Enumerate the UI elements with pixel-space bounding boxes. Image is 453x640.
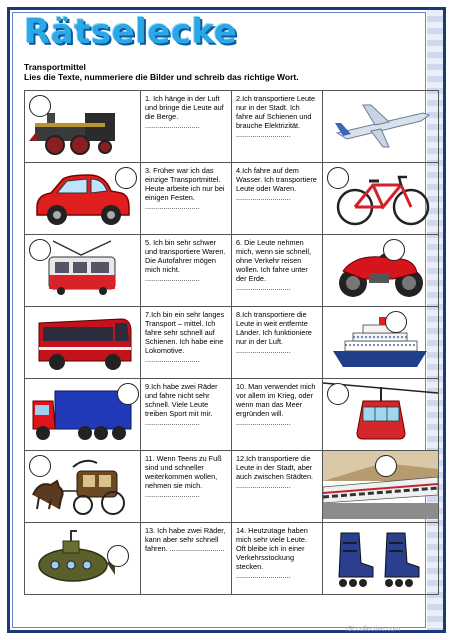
grid-row	[25, 163, 439, 235]
number-circle[interactable]	[107, 545, 129, 567]
bus-icon	[25, 307, 140, 375]
puzzle-grid	[24, 90, 439, 595]
number-circle[interactable]	[29, 455, 51, 477]
riddle-text-cell: 12.Ich transportiere die Leute in der Stadt, aber auch zwischen Städten. ...........................	[232, 451, 323, 523]
number-circle[interactable]	[383, 239, 405, 261]
riddle-text-cell: 11. Wenn Teens zu Fuß sind und schneller weiterkommen wollen, nehmen sie mich. ...........................	[141, 451, 232, 523]
riddle-text-cell: 10. Man verwendet mich vor allem im Krieg, oder wenn man das Meer ergründen will. ...........................	[232, 379, 323, 451]
riddle-text-cell: 13. Ich habe zwei Räder, kann aber sehr schnell fahren. ...........................	[141, 523, 232, 595]
picture-cell	[25, 523, 141, 595]
inline-skates-icon	[323, 523, 438, 591]
riddle-text-cell: 14. Heutzutage haben mich sehr viele Leute. Oft bleibe ich in einer Verkehrsstockung stecken. ...........................	[232, 523, 323, 595]
worksheet-instructions: Lies die Texte, nummeriere die Bilder und schreib das richtige Wort.	[24, 72, 299, 82]
picture-cell	[323, 379, 439, 451]
number-circle[interactable]	[375, 455, 397, 477]
riddle-text-cell: 2.Ich transportiere Leute nur in der Stadt. Ich fahre auf Schienen und brauche Elektrizität. ...........................	[232, 91, 323, 163]
grid-row	[25, 523, 439, 595]
riddle-text-cell: 4.Ich fahre auf dem Wasser. Ich transportiere Leute oder Waren. ...........................	[232, 163, 323, 235]
riddle-text-cell: 9.Ich habe zwei Räder und fahre nicht sehr schnell. Viele Leute treiben Sport mit mir. ...........................	[141, 379, 232, 451]
number-circle[interactable]	[327, 383, 349, 405]
picture-cell	[25, 451, 141, 523]
picture-cell	[323, 91, 439, 163]
picture-cell	[25, 235, 141, 307]
riddle-text-cell: 6. Die Leute nehmen mich, wenn sie schnell, ohne Verkehr reisen wollen. Ich fahre unter der Erde. ...........................	[232, 235, 323, 307]
grid-row	[25, 91, 439, 163]
grid-row	[25, 379, 439, 451]
number-circle[interactable]	[29, 95, 51, 117]
worksheet-subtitle: Transportmittel	[24, 62, 86, 72]
picture-cell	[323, 451, 439, 523]
riddle-text-cell: 8.Ich transportiere die Leute in weit entfernte Länder. Ich funktioniere nur in der Luft. ...........................	[232, 307, 323, 379]
picture-cell	[323, 235, 439, 307]
riddle-text-cell: 5. Ich bin sehr schwer und transportiere Waren. Die Autofahrer mögen mich nicht. ...........................	[141, 235, 232, 307]
grid-row	[25, 235, 439, 307]
picture-cell	[25, 163, 141, 235]
riddle-text-cell: 7.Ich bin ein sehr langes Transport – mittel. Ich fahre sehr schnell auf Schienen. Ich habe eine Lokomotive. ...........................	[141, 307, 232, 379]
picture-cell	[323, 523, 439, 595]
number-circle[interactable]	[385, 311, 407, 333]
picture-cell	[323, 307, 439, 379]
ship-icon	[323, 307, 438, 375]
riddle-text-cell: 1. Ich hänge in der Luft und bringe die Leute auf die Berge. ...........................	[141, 91, 232, 163]
grid-row	[25, 307, 439, 379]
number-circle[interactable]	[115, 167, 137, 189]
number-circle[interactable]	[29, 239, 51, 261]
picture-cell	[25, 91, 141, 163]
airplane-icon	[323, 91, 438, 159]
motorcycle-icon	[323, 235, 438, 303]
riddle-text-cell: 3. Früher war ich das einzige Transportmittel. Heute arbeite ich nur bei einigen Festen. ...........................	[141, 163, 232, 235]
watermark: iSLcollective.com	[346, 626, 401, 633]
picture-cell	[25, 307, 141, 379]
number-circle[interactable]	[117, 383, 139, 405]
grid-row	[25, 451, 439, 523]
page-title: Rätselecke	[24, 12, 238, 52]
picture-cell	[25, 379, 141, 451]
number-circle[interactable]	[327, 167, 349, 189]
picture-cell	[323, 163, 439, 235]
